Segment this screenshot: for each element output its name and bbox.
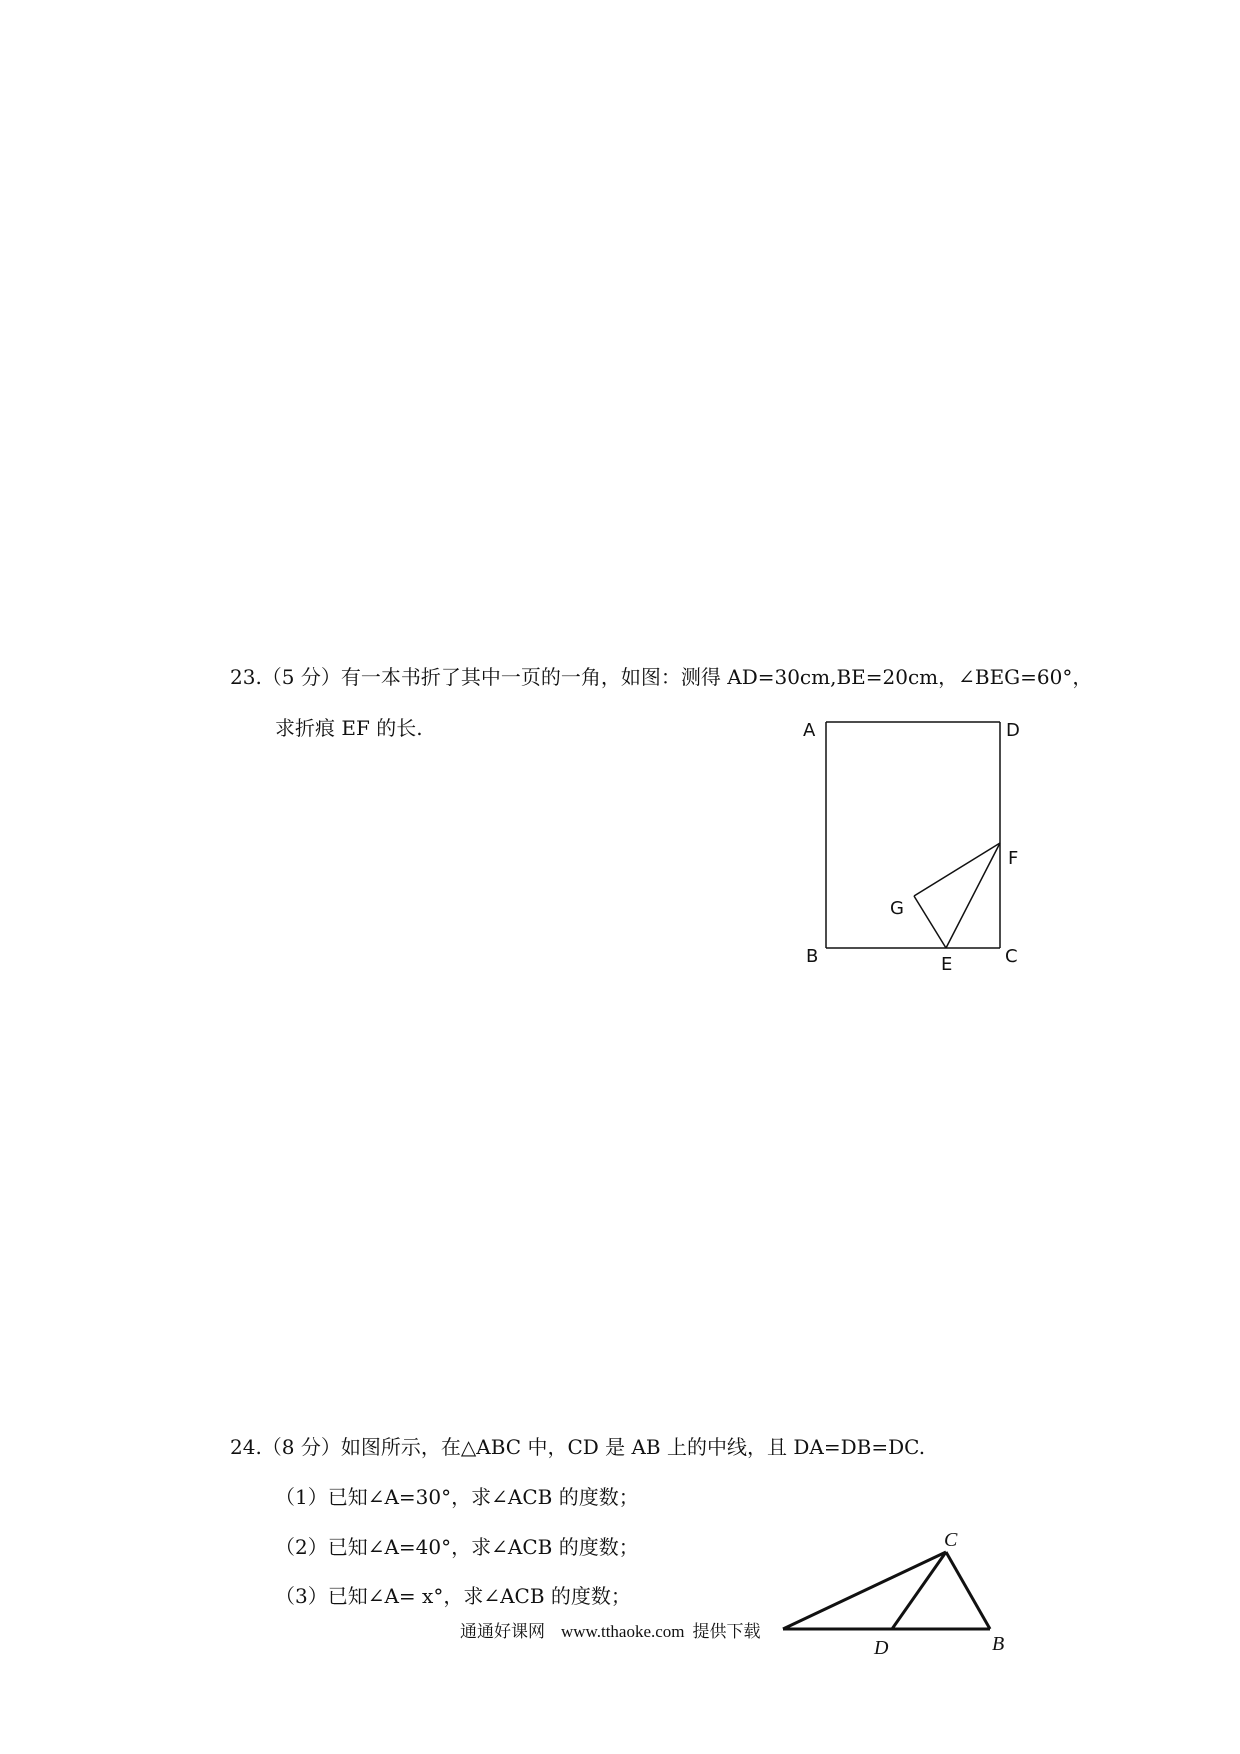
footer-suffix: 提供下载 [692,1622,761,1642]
label-G: G [890,898,904,919]
label-F: F [1008,848,1019,869]
q24-statement: 24.（8 分）如图所示，在△ABC 中，CD 是 AB 上的中线，且 DA=DB=DC. [230,1435,926,1459]
label-C: C [944,1529,958,1551]
label-D: D [1006,720,1020,741]
label-B: B [992,1633,1005,1655]
q24-part-1: （1）已知∠A=30°，求∠ACB 的度数； [275,1485,639,1509]
footer-site-name: 通通好课网 [460,1622,545,1642]
label-C: C [1005,946,1018,967]
q24-part-2: （2）已知∠A=40°，求∠ACB 的度数； [275,1535,639,1559]
q24-part-3: （3）已知∠A= x°，求∠ACB 的度数； [275,1584,631,1608]
segment-CB [946,1552,990,1629]
label-D: D [874,1637,889,1659]
segment-AC [783,1552,946,1629]
label-A: A [803,720,816,741]
page-footer [460,1621,761,1643]
label-B: B [806,946,819,967]
q23-statement-line2: 求折痕 EF 的长. [275,716,423,740]
footer-url[interactable]: www.tthaoke.com [561,1622,685,1641]
q23-statement-line1: 23.（5 分）有一本书折了其中一页的一角，如图：测得 AD=30cm,BE=20cm，∠BEG=60°， [230,665,1093,689]
label-E: E [941,954,953,975]
